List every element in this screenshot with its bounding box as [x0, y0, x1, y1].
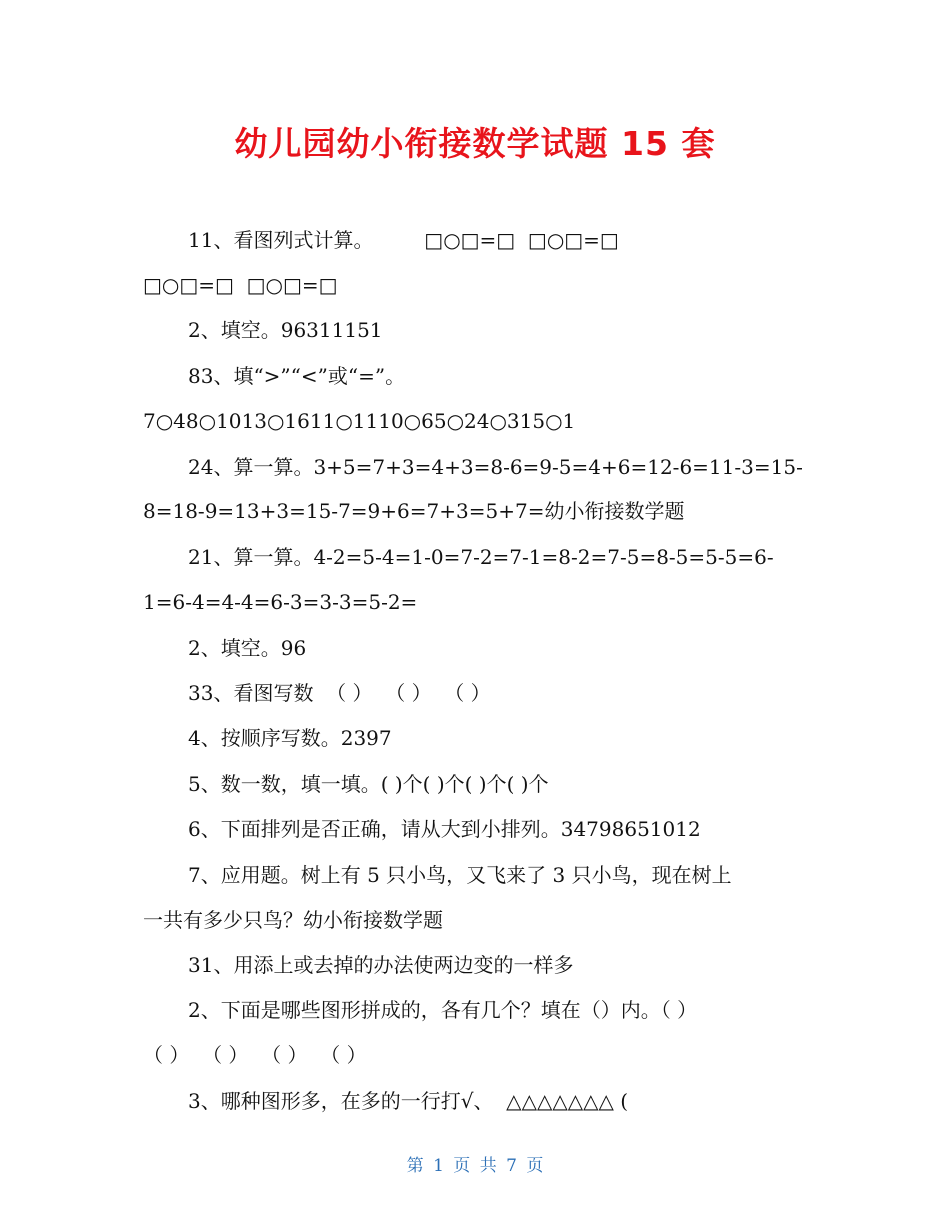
question-line: 7、应用题。树上有 5 只小鸟，又飞来了 3 只小鸟，现在树上	[188, 863, 732, 887]
question-line: 4、按顺序写数。2397	[188, 726, 392, 750]
question-line: 一共有多少只鸟？幼小衔接数学题	[143, 908, 443, 932]
question-line: 8=18-9=13+3=15-7=9+6=7+3=5+7=幼小衔接数学题	[143, 499, 685, 523]
question-line: 1=6-4=4-4=6-3=3-3=5-2=	[143, 590, 418, 614]
question-line: 2、填空。96311151	[188, 318, 383, 342]
question-line: 24、算一算。3+5=7+3=4+3=8-6=9-5=4+6=12-6=11-3=15-	[188, 455, 803, 479]
document-title: 幼儿园幼小衔接数学试题 15 套	[234, 124, 716, 163]
question-line: 31、用添上或去掉的办法使两边变的一样多	[188, 953, 574, 977]
question-line: 21、算一算。4-2=5-4=1-0=7-2=7-1=8-2=7-5=8-5=5-5=6-	[188, 545, 774, 569]
question-line: □○□=□ □○□=□	[143, 273, 338, 297]
question-line: 11、看图列式计算。 □○□=□ □○□=□	[188, 228, 619, 252]
question-line: 2、下面是哪些图形拼成的，各有几个？填在（）内。（ ）	[188, 998, 698, 1022]
question-line: 6、下面排列是否正确，请从大到小排列。34798651012	[188, 817, 701, 841]
question-line: 33、看图写数 （ ） （ ） （ ）	[188, 681, 491, 705]
question-line: 2、填空。96	[188, 636, 307, 660]
question-line: 3、哪种图形多，在多的一行打√、 △△△△△△△ (	[188, 1089, 629, 1113]
question-line: （ ） （ ） （ ） （ ）	[143, 1043, 367, 1067]
question-line: 5、数一数，填一填。( )个( )个( )个( )个	[188, 772, 549, 796]
question-line: 7○48○1013○1611○1110○65○24○315○1	[143, 409, 576, 433]
question-line: 83、填“>”“<”或“=”。	[188, 364, 406, 388]
page-footer: 第 1 页 共 7 页	[406, 1156, 544, 1176]
